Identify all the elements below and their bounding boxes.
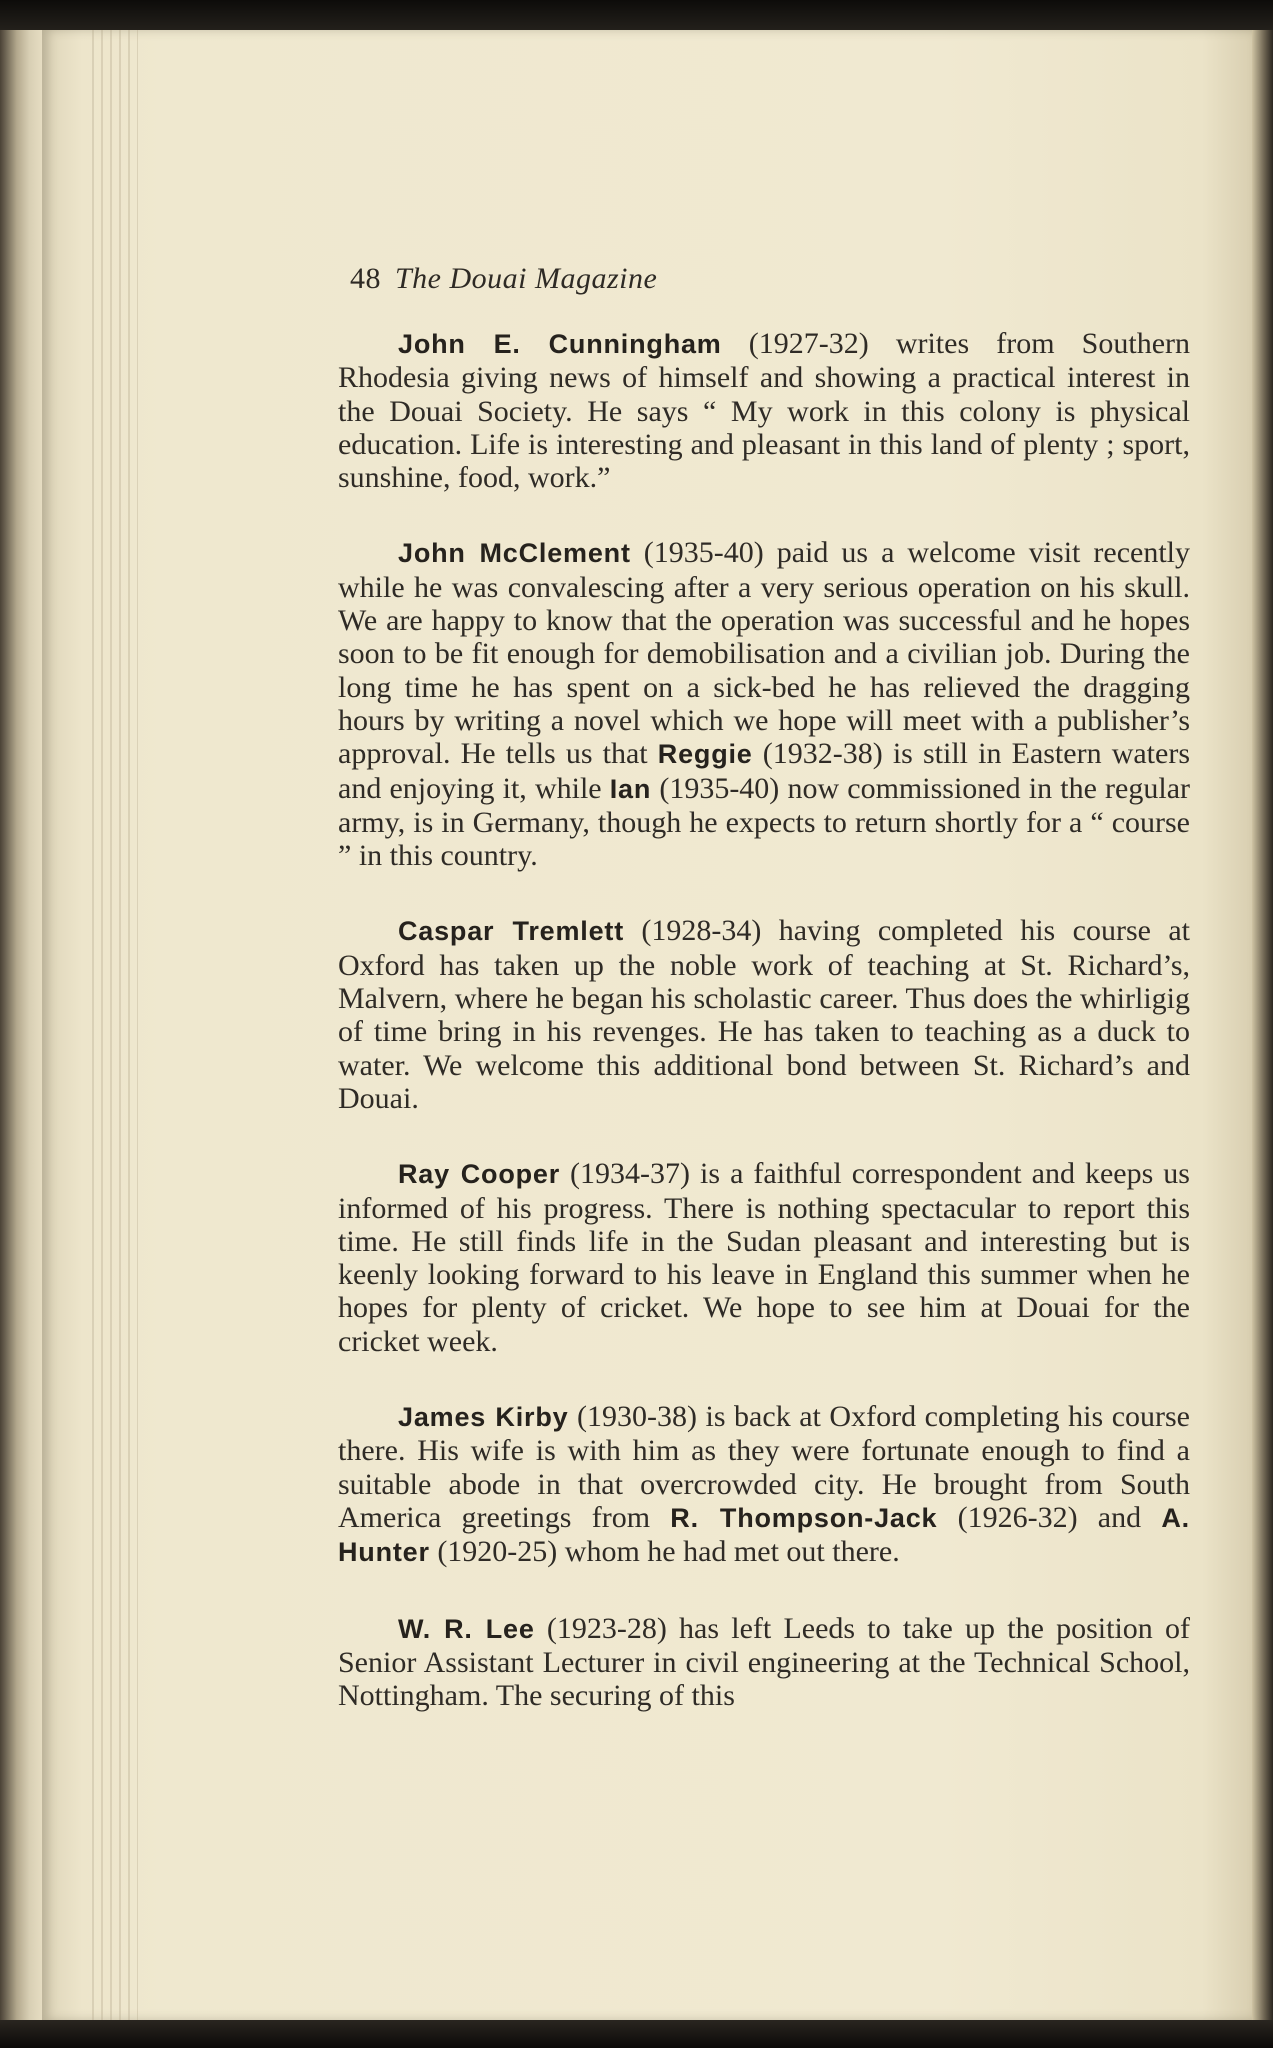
paragraph-text: (1935-40) paid us a welcome visit recently while he was convalescing after a very serious operation on his skull. We are happy to know that the operation was successful and he hopes soon to be fit enough for demobilisation and a civilian job. During the long time he has spent on a sick-bed he has relieved the dragging hours by writing a novel which we hope will meet with a publisher’s approval. He tells us that [338, 536, 1190, 771]
paragraph-text: (1927-32) writes from Southern Rhodesia giving news of himself and showing a practical interest in the Douai Society. He says “ My work in this colony is physical education. Life is interesting and pleasant in this land of plenty ; sport, sunshine, food, work.” [338, 327, 1190, 495]
right-page-edge [1252, 30, 1273, 2020]
paragraph-text: (1935-40) now commissioned in the regular army, is in Germany, though he expects to return shortly for a “ course ” in this country. [338, 771, 1190, 873]
paragraph-cunningham [338, 327, 1190, 494]
paragraph-lee [338, 1612, 1190, 1713]
paragraph-text: (1923-28) has left Leeds to take up the position of Senior Assistant Lecturer in civil engineering at the Technical School, Nottingham. The securing of this [338, 1611, 1190, 1713]
paragraph-cooper [338, 1157, 1190, 1358]
top-edge [0, 0, 1273, 30]
paragraph-text: (1928-34) having completed his course at Oxford has taken up the noble work of teaching at St. Richard’s, Malvern, where he began his scholastic career. Thus does the whirligig of time bring in his revenges. He has taken to teaching as a duck to water. We welcome this additional bond between St. Richard’s and Douai. [338, 914, 1190, 1115]
paragraph-text: (1920-25) whom he had met out there. [429, 1535, 900, 1569]
paragraph-text: (1930-38) is back at Oxford completing his course there. His wife is with him as they were fortunate enough to find a suitable abode in that overcrowded city. He brought from South America greetings from [338, 1400, 1190, 1534]
paragraph-kirby [338, 1400, 1190, 1569]
person-name: A. Hunter [338, 1502, 1190, 1568]
running-header [350, 262, 657, 296]
person-name: John McClement [398, 538, 631, 569]
paragraph-tremlett [338, 914, 1190, 1115]
person-name: R. Thompson-Jack [670, 1502, 938, 1533]
person-name: Caspar Tremlett [398, 916, 624, 947]
bottom-edge [0, 2020, 1273, 2048]
person-name: Ray Cooper [398, 1159, 561, 1190]
page-number: 48 [350, 262, 381, 295]
person-name: W. R. Lee [398, 1613, 535, 1644]
person-name: John E. Cunningham [398, 329, 722, 359]
paragraph-mcclement [338, 536, 1190, 872]
article-body [338, 327, 1190, 1712]
paragraph-text: (1934-37) is a faithful correspondent and keeps us informed of his progress. There is nothing spectacular to report this time. He still finds life in the Sudan pleasant and interesting but is keenly looking forward to his leave in England this summer when he hopes for plenty of cricket. We hope to see him at Douai for the cricket week. [338, 1157, 1190, 1358]
page-edges [92, 30, 138, 2020]
paragraph-text: (1926-32) and [937, 1500, 1162, 1534]
person-name: Reggie [657, 739, 753, 770]
magazine-title: The Douai Magazine [395, 262, 658, 295]
book-spine [0, 30, 42, 2020]
person-name: James Kirby [398, 1402, 569, 1433]
person-name: Ian [609, 773, 652, 804]
paragraph-text: (1932-38) is still in Eastern waters and enjoying it, while [338, 737, 1191, 805]
